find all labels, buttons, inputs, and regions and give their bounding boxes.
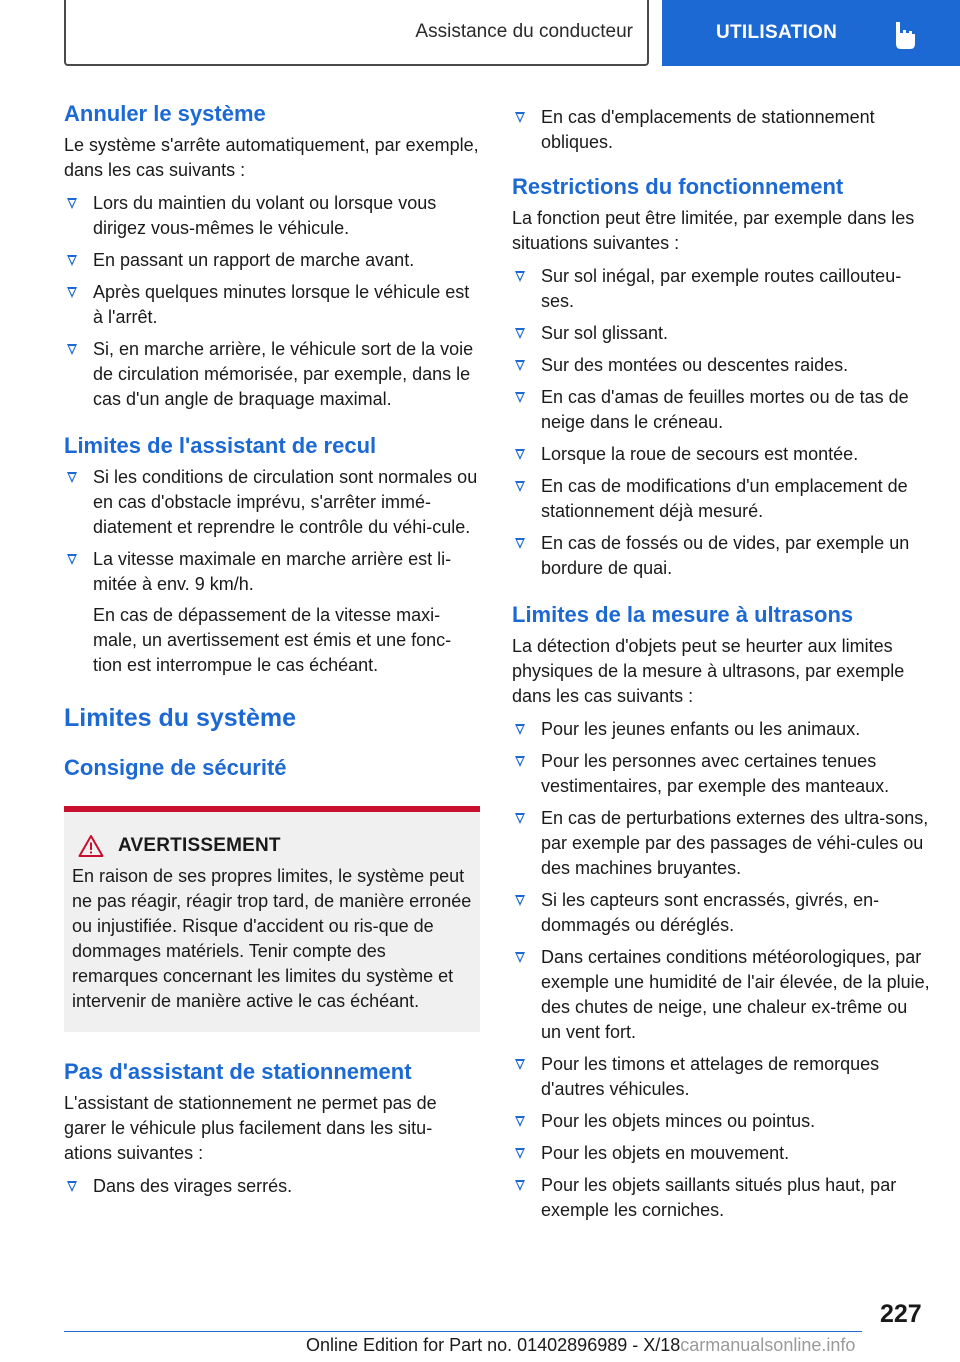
triangle-bullet-icon xyxy=(515,360,525,371)
list-item: Sur sol inégal, par exemple routes caillouteu-ses. xyxy=(512,264,930,314)
header-section-tab xyxy=(64,0,649,66)
list-item: Sur des montées ou descentes raides. xyxy=(512,353,930,378)
warning-header xyxy=(72,834,472,858)
list-item: La vitesse maximale en marche arrière est li-mitée à env. 9 km/h. En cas de dépassement de la vitesse maxi-male, un avertissement est émis et une fonc-tion est interrompue le cas échéant. xyxy=(64,547,480,678)
list-item: Si, en marche arrière, le véhicule sort de la voie de circulation mémorisée, par exemple, dans le cas d'un angle de braquage maximal. xyxy=(64,337,480,412)
restrictions-list xyxy=(512,264,930,581)
list-item: En cas de fossés ou de vides, par exemple un bordure de quai. xyxy=(512,531,930,581)
footer-edition-line xyxy=(306,1335,855,1356)
warning-text: En raison de ses propres limites, le système peut ne pas réagir, réagir trop tard, de manière erronée ou injustifiée. Risque d'accident ou ris-que de dommages matériels. Tenir compte des remarques concernant les limites du système et intervenir de manière active le cas échéant. xyxy=(72,866,472,1011)
recul-extra-paragraph: En cas de dépassement de la vitesse maxi-male, un avertissement est émis et une fonc-tion est interrompue le cas échéant. xyxy=(93,605,452,675)
triangle-bullet-icon xyxy=(515,952,525,963)
list-item: Pour les objets saillants situés plus haut, par exemple les corniches. xyxy=(512,1173,930,1223)
triangle-bullet-icon xyxy=(515,392,525,403)
warning-box xyxy=(64,806,480,1032)
triangle-bullet-icon xyxy=(67,255,77,266)
footer-edition: Online Edition for Part no. 01402896989 - X/18 xyxy=(306,1335,681,1355)
annuler-list xyxy=(64,191,480,412)
list-item: Dans des virages serrés. xyxy=(64,1174,480,1199)
footer-divider xyxy=(64,1331,862,1332)
triangle-bullet-icon xyxy=(67,287,77,298)
stationnement-intro: L'assistant de stationnement ne permet pas de garer le véhicule plus facilement dans les situ-ations suivantes : xyxy=(64,1093,437,1163)
triangle-bullet-icon xyxy=(67,344,77,355)
list-item: Après quelques minutes lorsque le véhicule est à l'arrêt. xyxy=(64,280,480,330)
list-item: Pour les jeunes enfants ou les animaux. xyxy=(512,717,930,742)
warning-label: AVERTISSEMENT xyxy=(118,835,281,856)
stationnement-heading: Pas d'assistant de stationnement xyxy=(64,1059,412,1084)
left-column xyxy=(64,100,480,1206)
triangle-bullet-icon xyxy=(515,328,525,339)
list-item: En cas de perturbations externes des ultra-sons, par exemple par des passages de véhi-cules ou des machines bruyantes. xyxy=(512,806,930,881)
annuler-intro: Le système s'arrête automatiquement, par exemple, dans les cas suivants : xyxy=(64,135,479,180)
list-item: Lorsque la roue de secours est montée. xyxy=(512,442,930,467)
triangle-bullet-icon xyxy=(515,112,525,123)
triangle-bullet-icon xyxy=(67,554,77,565)
triangle-bullet-icon xyxy=(67,1181,77,1192)
triangle-bullet-icon xyxy=(515,1180,525,1191)
header-chapter-tab xyxy=(662,0,960,66)
consigne-heading: Consigne de sécurité xyxy=(64,755,287,780)
triangle-bullet-icon xyxy=(515,813,525,824)
list-item: Si les capteurs sont encrassés, givrés, en-dommagés ou déréglés. xyxy=(512,888,930,938)
triangle-bullet-icon xyxy=(515,1148,525,1159)
list-item: Pour les timons et attelages de remorques d'autres véhicules. xyxy=(512,1052,930,1102)
list-item: Dans certaines conditions météorologiques, par exemple une humidité de l'air élevée, de la pluie, des chutes de neige, une chaleur ex-trême ou un vent fort. xyxy=(512,945,930,1045)
triangle-bullet-icon xyxy=(515,538,525,549)
warning-triangle-icon xyxy=(78,834,104,858)
page-number: 227 xyxy=(880,1300,922,1328)
systeme-heading: Limites du système xyxy=(64,704,297,732)
triangle-bullet-icon xyxy=(67,198,77,209)
list-item: En cas d'amas de feuilles mortes ou de tas de neige dans le créneau. xyxy=(512,385,930,435)
header-chapter-title: UTILISATION xyxy=(716,22,838,43)
recul-list xyxy=(64,465,480,678)
list-item: En cas d'emplacements de stationnement obliques. xyxy=(512,105,930,155)
list-item: Si les conditions de circulation sont normales ou en cas d'obstacle imprévu, s'arrêter immé-diatement et reprendre le contrôle du véhi-cule. xyxy=(64,465,480,540)
triangle-bullet-icon xyxy=(515,895,525,906)
ultrasons-heading: Limites de la mesure à ultrasons xyxy=(512,602,854,627)
list-item: Sur sol glissant. xyxy=(512,321,930,346)
annuler-heading: Annuler le système xyxy=(64,101,266,126)
triangle-bullet-icon xyxy=(515,756,525,767)
triangle-bullet-icon xyxy=(67,472,77,483)
list-item: En cas de modifications d'un emplacement de stationnement déjà mesuré. xyxy=(512,474,930,524)
restrictions-intro: La fonction peut être limitée, par exemple dans les situations suivantes : xyxy=(512,208,915,253)
continued-list xyxy=(512,105,930,155)
list-item: Pour les objets en mouvement. xyxy=(512,1141,930,1166)
right-column xyxy=(512,100,930,1230)
list-item: Pour les objets minces ou pointus. xyxy=(512,1109,930,1134)
triangle-bullet-icon xyxy=(515,1116,525,1127)
restrictions-heading: Restrictions du fonctionnement xyxy=(512,174,844,199)
list-item: Pour les personnes avec certaines tenues vestimentaires, par exemple des manteaux. xyxy=(512,749,930,799)
pointing-hand-icon xyxy=(890,20,918,50)
list-item: En passant un rapport de marche avant. xyxy=(64,248,480,273)
triangle-bullet-icon xyxy=(515,481,525,492)
list-item: Lors du maintien du volant ou lorsque vous dirigez vous-mêmes le véhicule. xyxy=(64,191,480,241)
header-section-title: Assistance du conducteur xyxy=(415,21,633,42)
ultrasons-intro: La détection d'objets peut se heurter aux limites physiques de la mesure à ultrasons, par exemple dans les cas suivants : xyxy=(512,636,905,706)
ultrasons-list xyxy=(512,717,930,1223)
triangle-bullet-icon xyxy=(515,449,525,460)
triangle-bullet-icon xyxy=(515,271,525,282)
triangle-bullet-icon xyxy=(515,1059,525,1070)
footer-watermark: carmanualsonline.info xyxy=(680,1335,856,1355)
recul-heading: Limites de l'assistant de recul xyxy=(64,433,377,458)
triangle-bullet-icon xyxy=(515,724,525,735)
stationnement-list xyxy=(64,1174,480,1199)
